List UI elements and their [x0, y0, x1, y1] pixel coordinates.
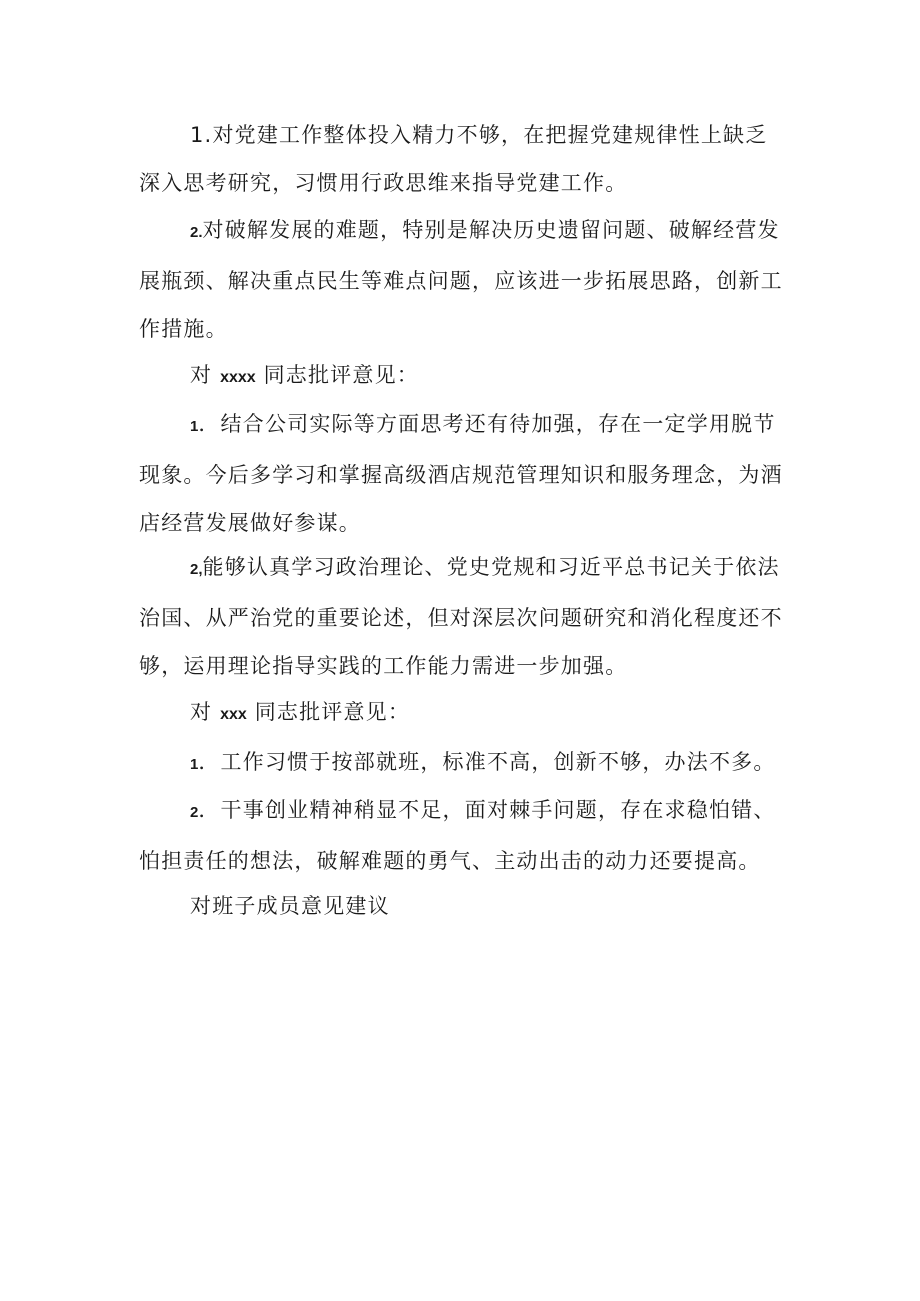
paragraph-text: 对破解发展的难题，特别是解决历史遗留问题、破解经营发展瓶颈、解决重点民生等难点问题，应该进一步拓展思路，创新工作措施。 — [139, 218, 783, 341]
heading-text: 同志批评意见： — [263, 363, 419, 387]
name-placeholder: xxxx — [220, 369, 256, 386]
list-number: 2, — [190, 561, 203, 578]
heading-text: 同志批评意见： — [254, 700, 411, 724]
heading-text: 对班子成员意见建议 — [190, 894, 390, 918]
heading-prefix: 对 — [190, 700, 213, 724]
paragraph-text: 对党建工作整体投入精力不够，在把握党建规律性上缺乏深入思考研究，习惯用行政思维来指导党建工作。 — [139, 123, 768, 195]
paragraph-text: ．干事创业精神稍显不足，面对棘手问题，存在求稳怕错、怕担责任的想法，破解难题的勇气、主动出击的动力还要提高。 — [139, 798, 776, 873]
paragraph-text: ．结合公司实际等方面思考还有待加强，存在一定学用脱节现象。今后多学习和掌握高级酒店规范管理知识和服务理念，为酒店经营发展做好参谋。 — [139, 412, 783, 535]
list-number: 1 — [190, 756, 199, 773]
heading-prefix: 对 — [190, 363, 213, 387]
list-number: 2. — [190, 224, 203, 241]
section-heading-team-members — [139, 882, 789, 930]
section-heading-xxxx — [139, 351, 789, 402]
name-placeholder: xxx — [220, 706, 247, 723]
paragraph-text: 能够认真学习政治理论、党史党规和习近平总书记关于依法治国、从严治党的重要论述，但对深层次问题研究和消化程度还不够，运用理论指导实践的工作能力需进一步加强。 — [139, 555, 783, 678]
paragraph-text: ．工作习惯于按部就班，标准不高，创新不够，办法不多。 — [198, 750, 776, 774]
paragraph-opinion-xxxx-2 — [139, 543, 789, 690]
section-heading-xxx — [139, 688, 789, 739]
paragraph-opinion-xxx-1 — [139, 738, 789, 789]
list-number: 2 — [190, 804, 199, 821]
paragraph-opinion-xxxx-1 — [139, 400, 789, 547]
paragraph-opinion-xxx-2 — [139, 786, 789, 885]
paragraph-criticism-2 — [139, 206, 789, 353]
list-number: 1. — [190, 123, 213, 147]
list-number: 1 — [190, 418, 199, 435]
paragraph-criticism-1 — [139, 111, 789, 207]
